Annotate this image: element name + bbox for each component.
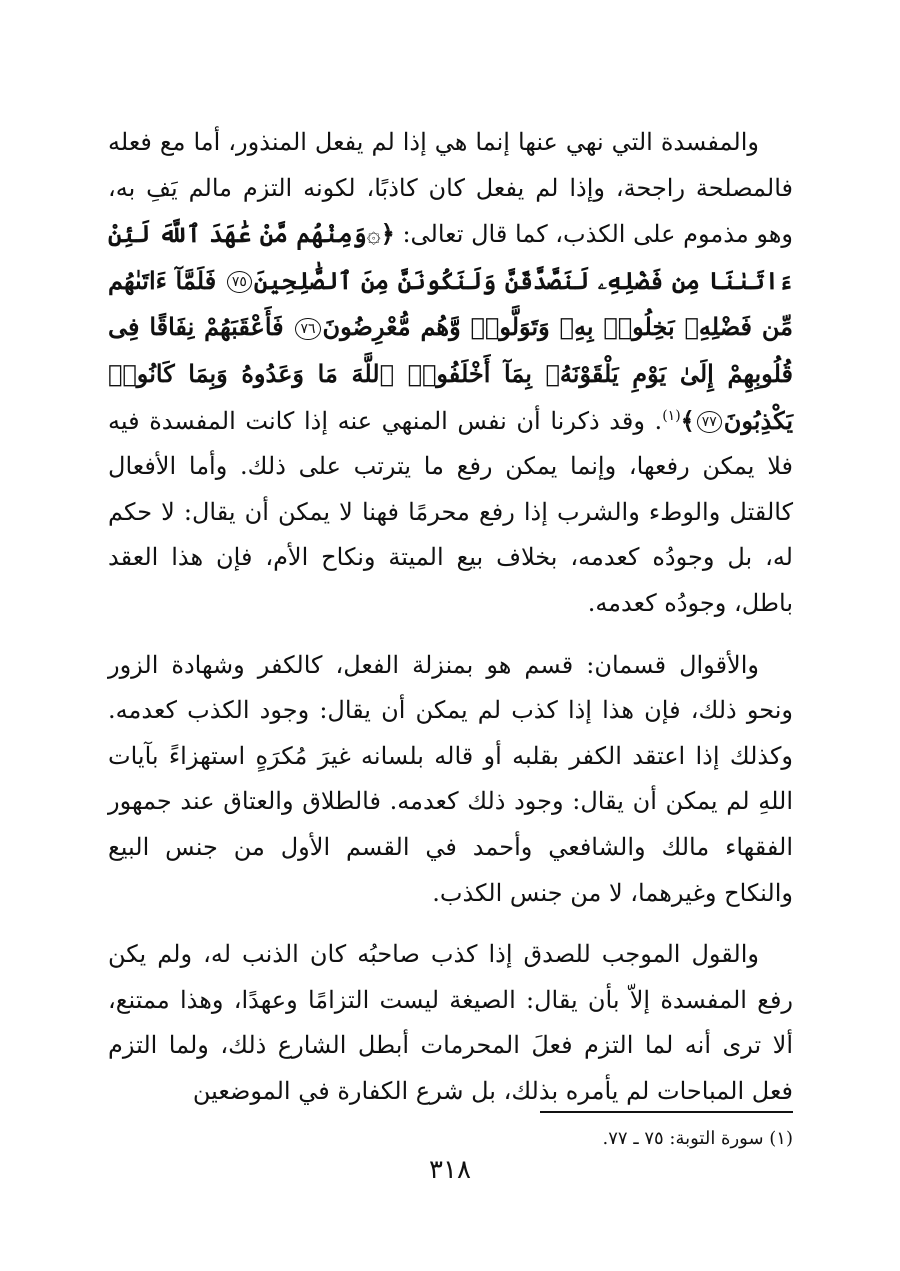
quran-verse-75: وَمِنْهُم مَّنْ عَٰهَدَ ٱللَّهَ لَئِنْ ءَاتَىٰنَا مِن فَضْلِهِۦ لَنَصَّدَّقَنَّ وَلَنَكُونَنَّ مِنَ ٱلصَّٰلِحِينَ	[108, 219, 793, 295]
quran-quote: ﴿۞وَمِنْهُم مَّنْ عَٰهَدَ ٱللَّهَ لَئِنْ ءَاتَىٰنَا مِن فَضْلِهِۦ لَنَصَّدَّقَنَّ وَلَنَكُونَنَّ مِنَ ٱلصَّٰلِحِينَ٧٥ فَلَمَّآ ءَاتَىٰهُم مِّن فَضْلِهِۦ بَخِلُوا۟ بِهِۦ وَتَوَلَّوا۟ وَّهُم مُّعْرِضُونَ٧٦ فَأَعْقَبَهُمْ نِفَاقًا فِى قُلُوبِهِمْ إِلَىٰ يَوْمِ يَلْقَوْنَهُۥ بِمَآ أَخْلَفُوا۟ ٱللَّهَ مَا وَعَدُوهُ وَبِمَا كَانُوا۟ يَكْذِبُونَ٧٧﴾	[108, 219, 793, 435]
footnote-divider	[540, 1111, 793, 1113]
quran-verse-77: فَأَعْقَبَهُمْ نِفَاقًا فِى قُلُوبِهِمْ إِلَىٰ يَوْمِ يَلْقَوْنَهُۥ بِمَآ أَخْلَفُوا۟ ٱللَّهَ مَا وَعَدُوهُ وَبِمَا كَانُوا۟ يَكْذِبُونَ	[108, 312, 793, 435]
paragraph-1	[108, 120, 793, 627]
footnote-reference: (١)	[662, 407, 681, 424]
ayah-number-76: ٧٦	[295, 318, 320, 340]
ayah-number-75: ٧٥	[227, 271, 252, 293]
main-text	[108, 120, 793, 1114]
ornament-icon: ۞	[366, 220, 381, 249]
page-number: ٣١٨	[429, 1155, 471, 1185]
footnote: (١) سورة التوبة: ٧٥ ـ ٧٧.	[602, 1128, 793, 1149]
paragraph-1-intro: والمفسدة التي نهي عنها إنما هي إذا لم يفعل المنذور، أما مع فعله فالمصلحة راجحة، وإذا لم يفعل كان كاذبًا، لكونه التزم مالم يَفِ به، وهو مذموم على الكذب، كما قال تعالى:	[108, 128, 794, 249]
ayah-number-77: ٧٧	[697, 411, 722, 433]
paragraph-1-continuation: . وقد ذكرنا أن نفس المنهي عنه إذا كانت المفسدة فيه فلا يمكن رفعها، وإنما يمكن رفع ما يترتب على ذلك. وأما الأفعال كالقتل والوطء والشرب إذا رفع محرمًا فهنا لا يمكن أن يقال: لا حكم له، بل وجودُه كعدمه، بخلاف بيع الميتة ونكاح الأم، فإن هذا العقد باطل، وجودُه كعدمه.	[108, 406, 794, 617]
quran-verse-76: فَلَمَّآ ءَاتَىٰهُم مِّن فَضْلِهِۦ بَخِلُوا۟ بِهِۦ وَتَوَلَّوا۟ وَّهُم مُّعْرِضُونَ	[108, 265, 793, 342]
paragraph-3: والقول الموجب للصدق إذا كذب صاحبُه كان الذنب له، ولم يكن رفع المفسدة إلاّ بأن يقال: الصيغة ليست التزامًا وعهدًا، وهذا ممتنع، ألا ترى أنه لما التزم فعلَ المحرمات أبطل الشارع ذلك، ولما التزم فعل المباحات لم يأمره بذلك، بل شرع الكفارة في الموضعين	[108, 940, 793, 1105]
paragraph-2: والأقوال قسمان: قسم هو بمنزلة الفعل، كالكفر وشهادة الزور ونحو ذلك، فإن هذا إذا كذب لم يمكن أن يقال: وجود الكذب كعدمه. وكذلك إذا اعتقد الكفر بقلبه أو قاله بلسانه غيرَ مُكرَهٍ استهزاءً بآيات اللهِ لم يمكن أن يقال: وجود ذلك كعدمه. فالطلاق والعتاق عند جمهور الفقهاء مالك والشافعي وأحمد في القسم الأول من جنس البيع والنكاح وغيرهما، لا من جنس الكذب.	[108, 650, 793, 907]
